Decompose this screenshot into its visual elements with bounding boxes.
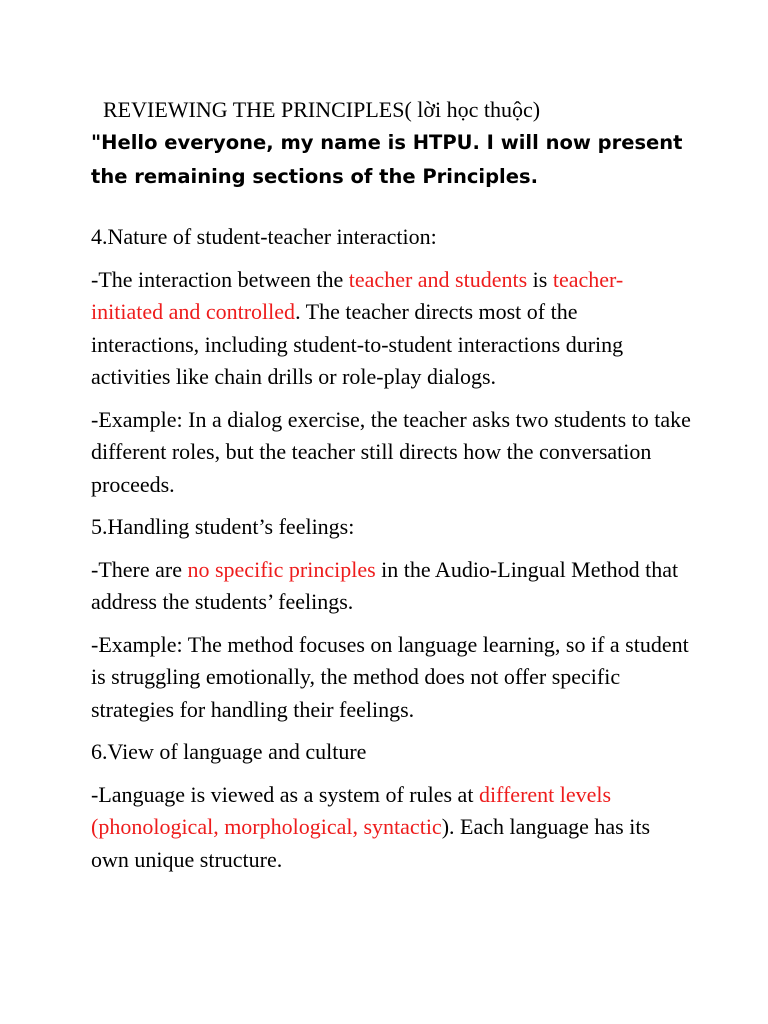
document-title: REVIEWING THE PRINCIPLES( lời học thuộc) bbox=[103, 97, 541, 122]
highlight-text: no specific principles bbox=[187, 556, 376, 582]
highlight-text: teacher-initiated and controlled bbox=[91, 266, 624, 324]
section-5-example: -Example: The method focuses on language learning, so if a student is struggling emotionally, the method does not offer specific strategies for handling their feelings. bbox=[91, 631, 689, 722]
highlight-text: teacher and students bbox=[348, 266, 528, 292]
text-run: -The interaction between the bbox=[91, 266, 349, 292]
text-run: . The teacher directs most of the interactions, including student-to-student interactions during activities like chain drills or role-play dialogs. bbox=[91, 299, 624, 389]
section-4-example: -Example: In a dialog exercise, the teacher asks two students to take different roles, but the teacher still directs how the conversation proceeds. bbox=[91, 406, 691, 497]
section-6-heading: 6.View of language and culture bbox=[91, 739, 367, 764]
section-6-language-paragraph bbox=[91, 779, 691, 877]
text-run: in the Audio-Lingual Method that address the students’ feelings. bbox=[91, 556, 679, 614]
intro-paragraph: "Hello everyone, my name is HTPU. I will now present the remaining sections of the Principles. bbox=[91, 131, 683, 188]
section-4-interaction-paragraph bbox=[91, 264, 691, 394]
section-5-heading: 5.Handling student’s feelings: bbox=[91, 514, 355, 539]
highlight-text: different levels (phonological, morphological, syntactic bbox=[91, 781, 612, 839]
section-5-principles-paragraph bbox=[91, 554, 691, 619]
document-body bbox=[91, 94, 691, 886]
text-run: is bbox=[527, 266, 553, 292]
section-4-heading: 4.Nature of student-teacher interaction: bbox=[91, 224, 437, 249]
text-run: -There are bbox=[91, 556, 188, 582]
text-run: -Language is viewed as a system of rules at bbox=[91, 781, 479, 807]
text-run: ). Each language has its own unique structure. bbox=[91, 814, 651, 872]
